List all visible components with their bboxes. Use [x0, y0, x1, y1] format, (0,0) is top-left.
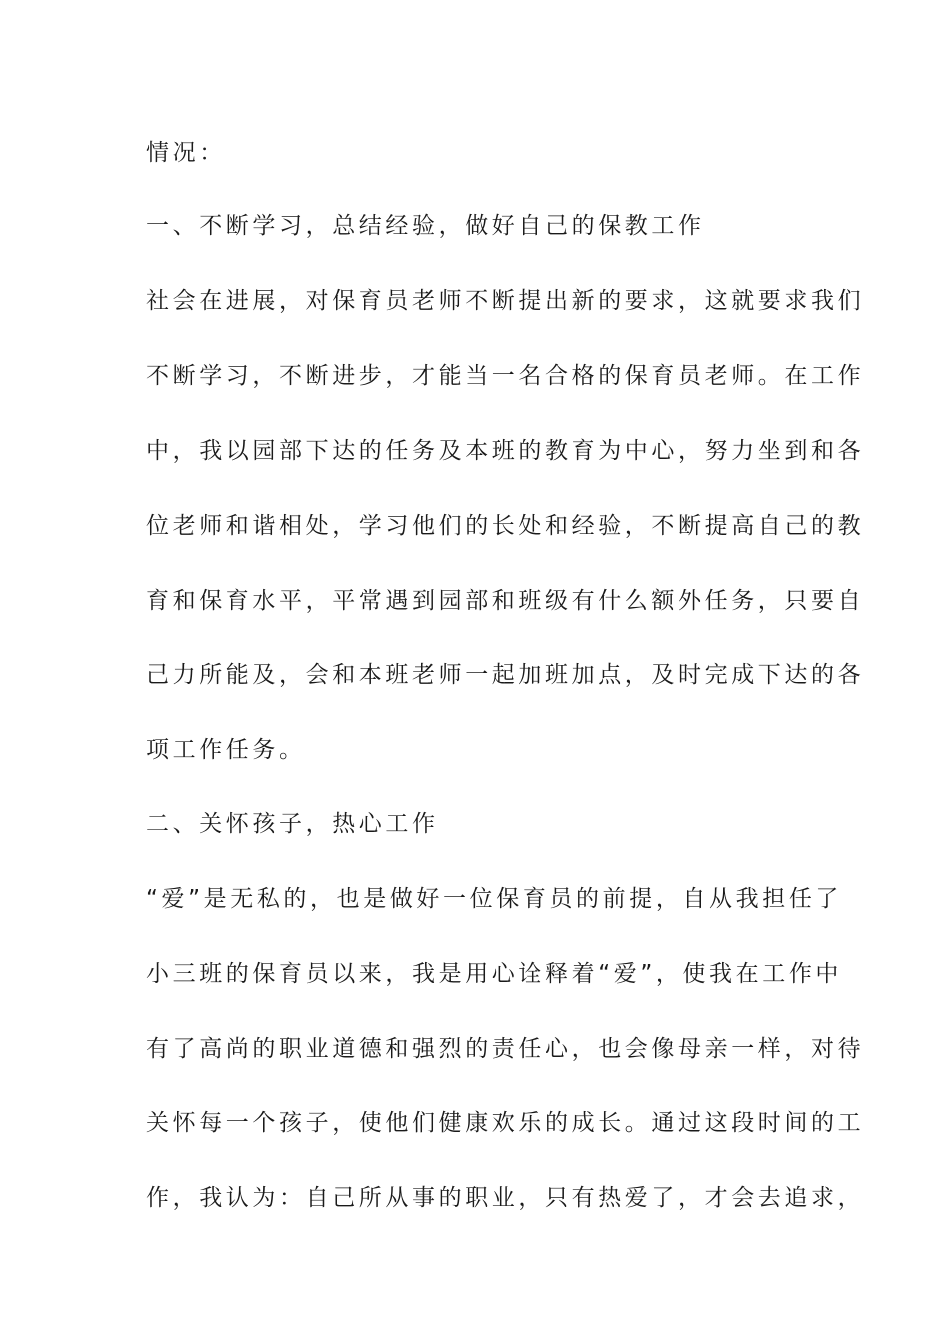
- paragraph-line: 有了高尚的职业道德和强烈的责任心，也会像母亲一样，对待: [146, 1036, 865, 1062]
- paragraph-line: 社会在进展，对保育员老师不断提出新的要求，这就要求我们: [146, 288, 865, 314]
- paragraph-line: 作，我认为：自己所从事的职业，只有热爱了，才会去追求，: [146, 1185, 865, 1211]
- paragraph-line: 关怀每一个孩子，使他们健康欢乐的成长。通过这段时间的工: [146, 1110, 865, 1136]
- paragraph-line: 中，我以园部下达的任务及本班的教育为中心，努力坐到和各: [146, 438, 865, 464]
- paragraph-line: 育和保育水平，平常遇到园部和班级有什么额外任务，只要自: [146, 588, 865, 614]
- section-heading-1: 一、不断学习，总结经验，做好自己的保教工作: [146, 213, 705, 239]
- paragraph-line: 项工作任务。: [146, 737, 306, 763]
- text-line-heading-context: 情况：: [146, 140, 226, 166]
- paragraph-line: 不断学习，不断进步，才能当一名合格的保育员老师。在工作: [146, 363, 865, 389]
- section-heading-2: 二、关怀孩子，热心工作: [146, 811, 439, 837]
- paragraph-line: 位老师和谐相处，学习他们的长处和经验，不断提高自己的教: [146, 513, 865, 539]
- paragraph-line: 小三班的保育员以来，我是用心诠释着“爱”，使我在工作中: [146, 961, 843, 987]
- paragraph-line: “爱”是无私的，也是做好一位保育员的前提，自从我担任了: [146, 886, 843, 912]
- paragraph-line: 己力所能及，会和本班老师一起加班加点，及时完成下达的各: [146, 662, 865, 688]
